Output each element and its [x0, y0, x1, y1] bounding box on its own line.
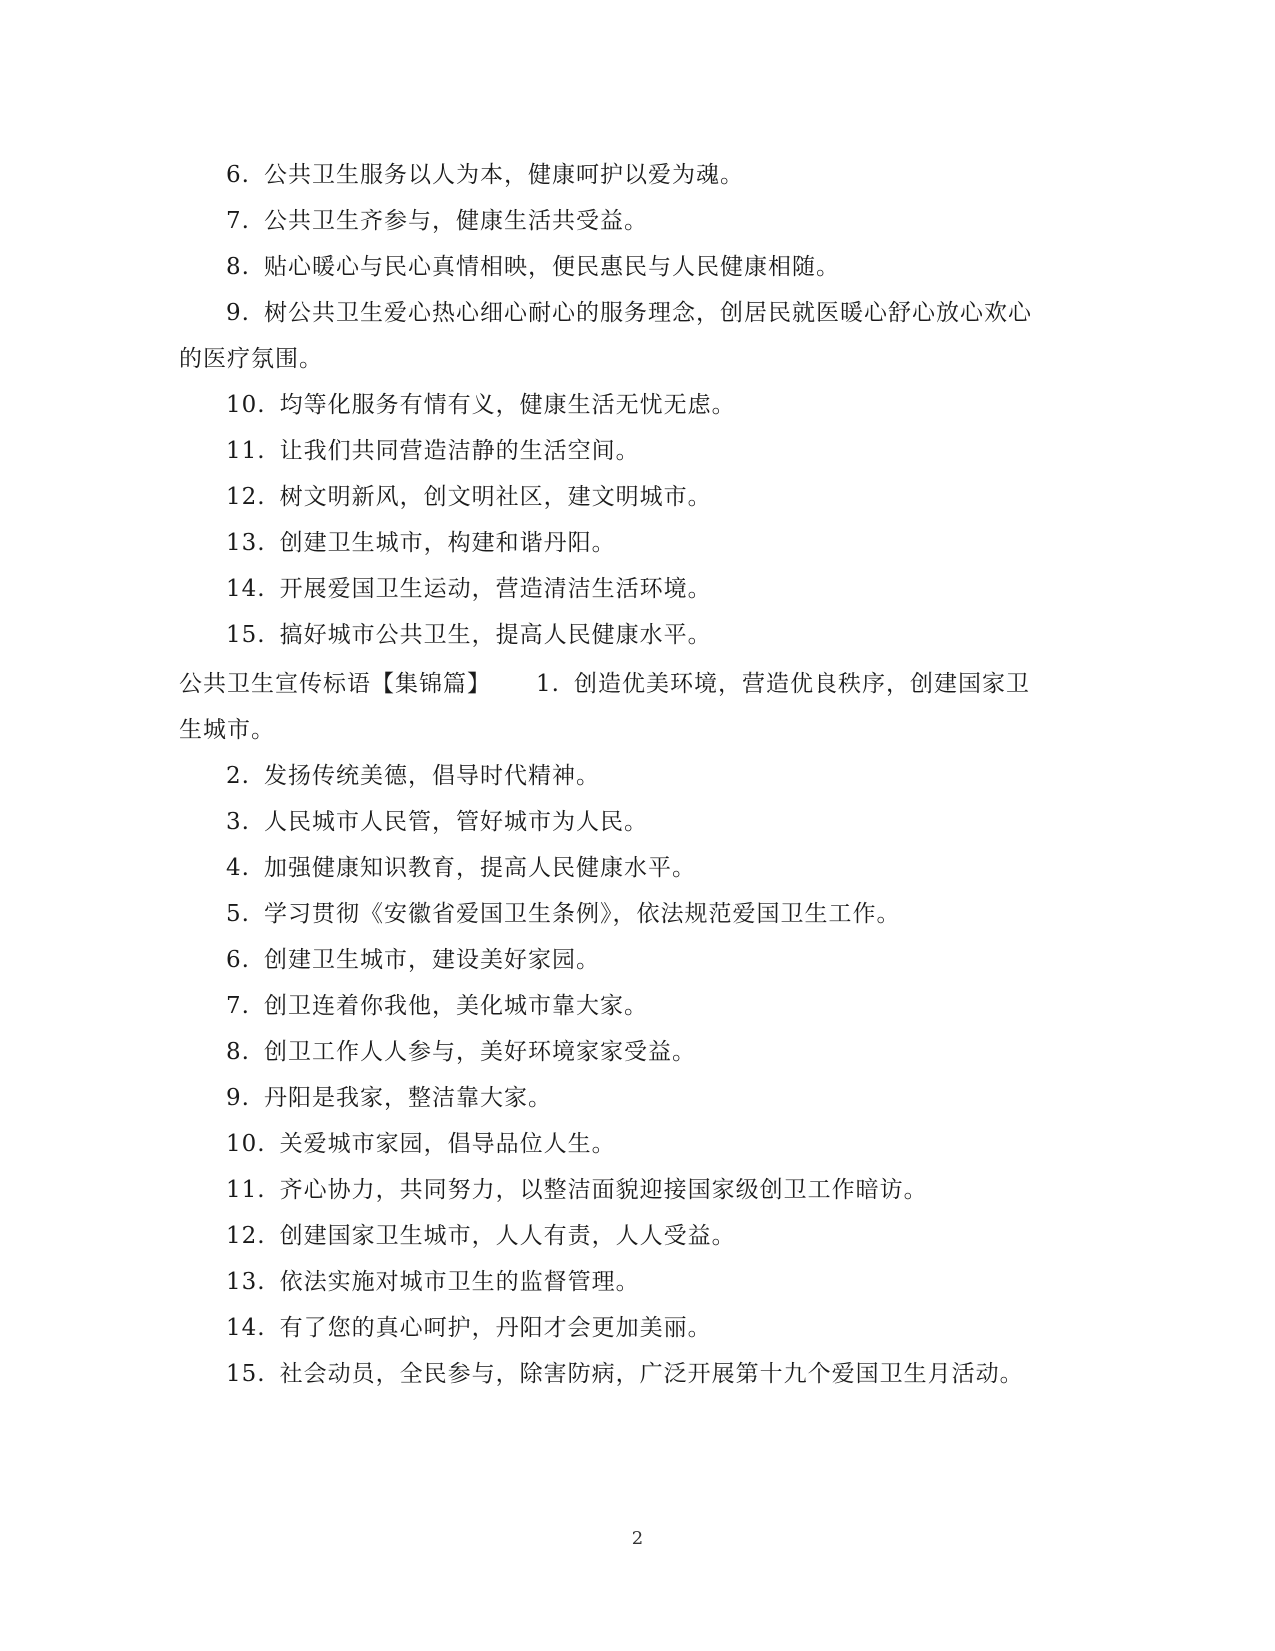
- item-number: 7.: [226, 993, 250, 1019]
- list-item: [226, 620, 712, 650]
- item-number: 5.: [226, 901, 250, 927]
- list-item: [226, 1221, 736, 1251]
- item-number: 4.: [226, 855, 250, 881]
- list-item: [226, 528, 616, 558]
- list-item: [226, 252, 840, 282]
- item-number: 3.: [226, 809, 250, 835]
- item-number: 1.: [536, 671, 560, 697]
- item-number: 15.: [226, 622, 266, 648]
- list-item: [226, 160, 744, 190]
- item-text: 人民城市人民管，管好城市为人民。: [263, 809, 648, 835]
- list-item: [226, 853, 696, 883]
- list-item: [226, 807, 648, 837]
- item-text: 学习贯彻《安徽省爱国卫生条例》，依法规范爱国卫生工作。: [263, 901, 901, 927]
- list-item: [226, 1267, 640, 1297]
- list-item: [226, 574, 712, 604]
- section-heading-line: [179, 669, 491, 699]
- item-text: 创造优美环境，营造优良秩序，创建国家卫: [573, 671, 1030, 697]
- item-number: 13.: [226, 1269, 266, 1295]
- list-item: [226, 1083, 552, 1113]
- list-item: [226, 899, 900, 929]
- list-item: [226, 482, 712, 512]
- item-text: 发扬传统美德，倡导时代精神。: [263, 763, 600, 789]
- item-text: 丹阳是我家，整洁靠大家。: [263, 1085, 552, 1111]
- list-item-continuation: [179, 715, 275, 745]
- item-text: 树公共卫生爱心热心细心耐心的服务理念，创居民就医暖心舒心放心欢心: [263, 300, 1032, 326]
- item-text: 创建卫生城市，构建和谐丹阳。: [279, 530, 616, 556]
- item-text: 公共卫生服务以人为本，健康呵护以爱为魂。: [263, 162, 744, 188]
- list-item: [226, 1313, 712, 1343]
- section-heading: 公共卫生宣传标语【集锦篇】: [179, 671, 491, 697]
- list-item: [226, 436, 640, 466]
- item-number: 13.: [226, 530, 266, 556]
- item-text-continuation: 生城市。: [179, 717, 275, 743]
- item-number: 6.: [226, 162, 250, 188]
- item-number: 11.: [226, 1177, 266, 1203]
- list-item: [226, 1359, 1024, 1389]
- item-number: 7.: [226, 208, 250, 234]
- item-number: 15.: [226, 1361, 266, 1387]
- list-item: [226, 761, 600, 791]
- item-number: 8.: [226, 1039, 250, 1065]
- item-number: 12.: [226, 1223, 266, 1249]
- item-number: 12.: [226, 484, 266, 510]
- item-text: 搞好城市公共卫生，提高人民健康水平。: [279, 622, 712, 648]
- item-text: 创建国家卫生城市，人人有责，人人受益。: [279, 1223, 736, 1249]
- item-text: 开展爱国卫生运动，营造清洁生活环境。: [279, 576, 712, 602]
- page-number: 2: [631, 1528, 644, 1549]
- item-number: 14.: [226, 576, 266, 602]
- list-item: [226, 945, 600, 975]
- list-item: [226, 991, 648, 1021]
- list-item: [226, 1129, 616, 1159]
- item-number: 9.: [226, 300, 250, 326]
- item-number: 8.: [226, 254, 250, 280]
- item-text: 社会动员，全民参与，除害防病，广泛开展第十九个爱国卫生月活动。: [279, 1361, 1024, 1387]
- list-item: [226, 206, 648, 236]
- item-number: 9.: [226, 1085, 250, 1111]
- list-item-continuation: [179, 344, 323, 374]
- list-item: [226, 390, 736, 420]
- item-text: 依法实施对城市卫生的监督管理。: [279, 1269, 640, 1295]
- item-number: 2.: [226, 763, 250, 789]
- item-text: 有了您的真心呵护，丹阳才会更加美丽。: [279, 1315, 712, 1341]
- item-text: 加强健康知识教育，提高人民健康水平。: [263, 855, 696, 881]
- item-text-continuation: 的医疗氛围。: [179, 346, 323, 372]
- item-text: 贴心暖心与民心真情相映，便民惠民与人民健康相随。: [263, 254, 840, 280]
- item-number: 6.: [226, 947, 250, 973]
- item-text: 创建卫生城市，建设美好家园。: [263, 947, 600, 973]
- item-number: 10.: [226, 392, 266, 418]
- item-text: 树文明新风，创文明社区，建文明城市。: [279, 484, 712, 510]
- item-text: 齐心协力，共同努力，以整洁面貌迎接国家级创卫工作暗访。: [279, 1177, 928, 1203]
- item-text: 公共卫生齐参与，健康生活共受益。: [263, 208, 648, 234]
- item-number: 14.: [226, 1315, 266, 1341]
- list-item: [226, 298, 1032, 328]
- list-item: [226, 1037, 696, 1067]
- item-number: 11.: [226, 438, 266, 464]
- item-text: 创卫工作人人参与，美好环境家家受益。: [263, 1039, 696, 1065]
- list-item: [536, 669, 1030, 699]
- item-text: 均等化服务有情有义，健康生活无忧无虑。: [279, 392, 736, 418]
- list-item: [226, 1175, 928, 1205]
- item-text: 关爱城市家园，倡导品位人生。: [279, 1131, 616, 1157]
- item-text: 创卫连着你我他，美化城市靠大家。: [263, 993, 648, 1019]
- item-text: 让我们共同营造洁静的生活空间。: [279, 438, 640, 464]
- item-number: 10.: [226, 1131, 266, 1157]
